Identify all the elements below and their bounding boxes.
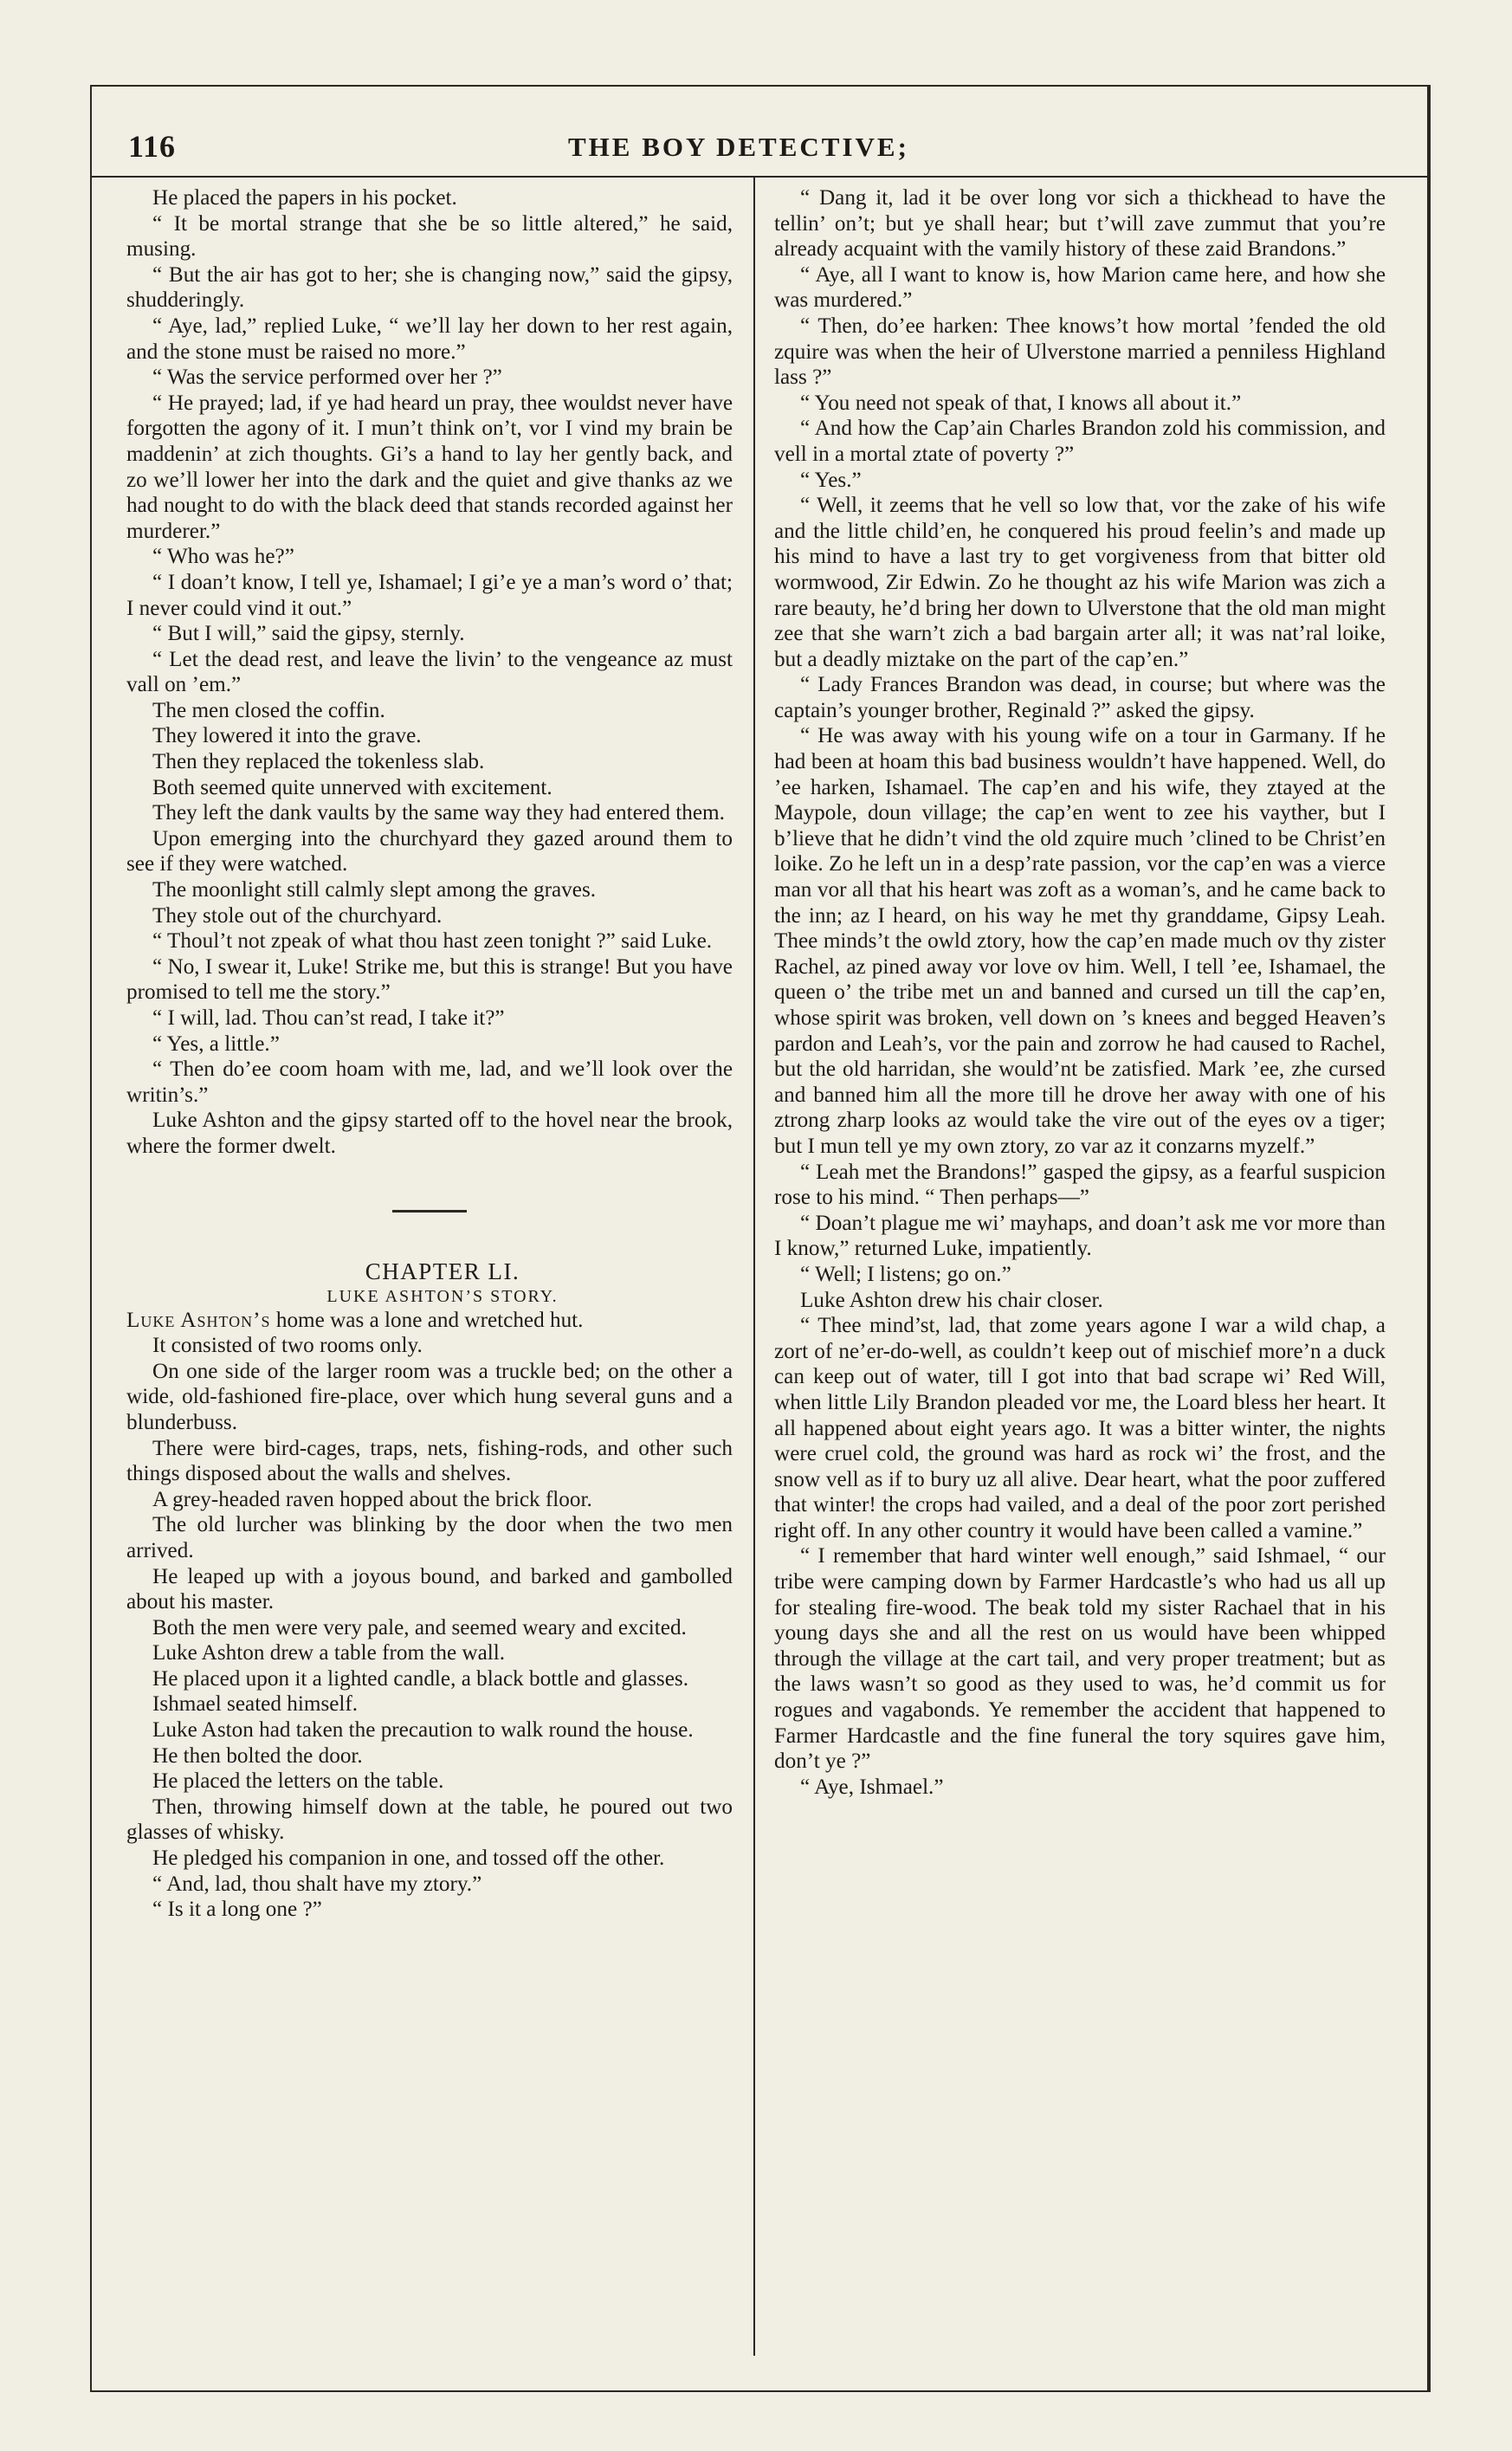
paragraph: “ He prayed; lad, if ye had heard un pray, thee wouldst never have forgotten the agony of it. I mun’t think on’t, vor I vind my brain be maddenin’ at zich thoughts. Gi’s a hand to lay her gently back, and zo we’ll lower her into the dark and the quiet and give thanks az we had nought to do with the black deed that stands recorded against her murderer.” bbox=[126, 391, 733, 543]
chapter-opening-text: home was a lone and wretched hut. bbox=[270, 1308, 584, 1332]
paragraph: “ Aye, all I want to know is, how Marion came here, and how she was murdered.” bbox=[774, 262, 1386, 313]
paragraph: There were bird-cages, traps, nets, fishing-rods, and other such things disposed about the walls and shelves. bbox=[126, 1436, 733, 1486]
page-number: 116 bbox=[128, 129, 177, 164]
paragraph: “ I doan’t know, I tell ye, Ishamael; I gi’e ye a man’s word o’ that; I never could vind it out.” bbox=[126, 570, 733, 620]
paragraph: “ No, I swear it, Luke! Strike me, but this is strange! But you have promised to tell me the story.” bbox=[126, 954, 733, 1005]
paragraph: He placed the letters on the table. bbox=[152, 1769, 444, 1794]
paragraph: Both seemed quite unnerved with excitement. bbox=[152, 775, 552, 799]
paragraph: “ Who was he?” bbox=[152, 545, 294, 569]
paragraph: “ Well, it zeems that he vell so low that, vor the zake of his wife and the little child’en, he conquered his proud feelin’s and made up his mind to have a last try to get vorgiveness from that bitter old wormwood, Zir Edwin. Zo he thought az his wife Marion was zich a rare beauty, he’d bring her down to Ulverstone that the old man might zee that she warn’t zich a bad bargain arter all; it was nat’ral loike, but a deadly miztake on the part of the cap’en.” bbox=[774, 494, 1386, 671]
paragraph: They left the dank vaults by the same way they had entered them. bbox=[152, 801, 725, 825]
paragraph: “ And, lad, thou shalt have my ztory.” bbox=[152, 1872, 482, 1896]
left-paragraphs-before-chapter bbox=[126, 185, 733, 1160]
right-column bbox=[774, 185, 1386, 1800]
paragraph: “ Let the dead rest, and leave the livin’ to the vengeance az must vall on ’em.” bbox=[126, 647, 733, 697]
running-title: THE BOY DETECTIVE; bbox=[568, 132, 909, 162]
paragraph: “ Aye, lad,” replied Luke, “ we’ll lay her down to her rest again, and the stone must be raised no more.” bbox=[126, 314, 733, 364]
paragraph: “ Thee mind’st, lad, that zome years agone I war a wild chap, a zort of ne’er-do-well, as couldn’t keep out of mischief more’n a duck can keep out of water, till I got into that bad scrape wi’ Red Will, when little Lily Brandon pleaded vor me, the Loard bless her heart. It all happened about eight years ago. It was a bitter winter, the nights were cruel cold, the ground was hard as rock wi’ the frost, and the snow vell as if to bury uz all alive. Dear heart, what the poor zuffered that winter! the crops had vailed, and a deal of the poor zort perished right off. In any other country it would have been called a vamine.” bbox=[774, 1314, 1386, 1542]
paragraph: “ Aye, Ishmael.” bbox=[800, 1775, 944, 1799]
paragraph: “ Lady Frances Brandon was dead, in course; but where was the captain’s younger brother, Reginald ?” asked the gipsy. bbox=[774, 673, 1386, 722]
paragraph: “ I will, lad. Thou can’st read, I take it?” bbox=[152, 1006, 505, 1030]
paragraph: The old lurcher was blinking by the door when the two men arrived. bbox=[126, 1513, 733, 1562]
paragraph: “ Dang it, lad it be over long vor sich a thickhead to have the tellin’ on’t; but ye shall hear; but t’will zave zummut that you’re already acquaint with the vamily history of these zaid Brandons.” bbox=[774, 186, 1386, 262]
paragraph: “ He was away with his young wife on a tour in Garmany. If he had been at hoam this bad business wouldn’t have happened. Well, do ’ee harken, Ishamael. The cap’en and his wife, they ztayed at the Maypole, doun village; the cap’en went to zee his vayther, but I b’lieve that he didn’t vind the old zquire much ’clined to be Christ’en loike. Zo he left un in a desp’rate passion, vor the cap’en was a vierce man vor all that his heart was zoft as a woman’s, and he came back to the inn; az I heard, on his way he met thy granddame, Gipsy Leah. Thee minds’t the owld ztory, how the cap’en made much ov thy zister Rachel, az pined away vor love ov him. Well, I tell ’ee, Ishamael, the queen o’ the tribe met un and banned and cursed un till the cap’en, whose spirit was broken, vell down on ’s knees and begged Heaven’s pardon and Leah’s, vor the pain and zorrow he had caused to Rachel, but the old harridan, she would’nt be zatisfied. Mark ’ee, zhe cursed and banned him all the more till he drove her away with one of his ztrong zharp looks az would take the vire out of the eyes ov a tiger; but I mun tell ye my own ztory, zo var az it conzarns myzelf.” bbox=[774, 724, 1386, 1158]
paragraph: On one side of the larger room was a truckle bed; on the other a wide, old-fashioned fire-place, over which hung several guns and a blunderbuss. bbox=[126, 1359, 733, 1434]
paragraph: “ But I will,” said the gipsy, sternly. bbox=[152, 622, 465, 646]
paragraph: “ Then do’ee coom hoam with me, lad, and we’ll look over the writin’s.” bbox=[126, 1057, 733, 1107]
paragraph: He leaped up with a joyous bound, and barked and gambolled about his master. bbox=[126, 1564, 733, 1614]
paragraph: He then bolted the door. bbox=[152, 1743, 363, 1768]
paragraph: Then they replaced the tokenless slab. bbox=[152, 750, 485, 774]
paragraph: They stole out of the churchyard. bbox=[152, 903, 443, 928]
paragraph: “ Yes, a little.” bbox=[152, 1031, 280, 1056]
paragraph: “ It be mortal strange that she be so little altered,” he said, musing. bbox=[126, 211, 733, 262]
header-rule bbox=[92, 176, 1431, 178]
paragraph: “ But the air has got to her; she is changing now,” said the gipsy, shudderingly. bbox=[126, 262, 733, 313]
paragraph: “ You need not speak of that, I knows all about it.” bbox=[800, 391, 1242, 415]
paragraph: “ Doan’t plague me wi’ mayhaps, and doan’t ask me vor more than I know,” returned Luke, impatiently. bbox=[774, 1211, 1386, 1261]
paragraph: “ Was the service performed over her ?” bbox=[152, 365, 502, 390]
paragraph: “ I remember that hard winter well enough,” said Ishmael, “ our tribe were camping down by Farmer Hardcastle’s who had us all up for stealing fire-wood. The beak told my sister Rachael that in his young days she and all the rest on us would have been whipped through the village at the cart tail, and very proper treatment; but as the laws wasn’t so good as they used to was, he’d commit us for rogues and vagabonds. Ye remember the accident that happened to Farmer Hardcastle and the fine funeral the tory squires gave him, don’t ye ?” bbox=[774, 1544, 1386, 1774]
section-break-rule bbox=[392, 1210, 467, 1213]
paragraph: Ishmael seated himself. bbox=[152, 1692, 359, 1717]
paragraph: Luke Ashton drew a table from the wall. bbox=[152, 1641, 506, 1665]
right-paragraphs bbox=[774, 185, 1386, 1800]
paragraph: The men closed the coffin. bbox=[152, 698, 385, 722]
paragraph: “ Is it a long one ?” bbox=[152, 1898, 322, 1922]
paragraph: He placed the papers in his pocket. bbox=[152, 186, 457, 210]
paragraph: “ And how the Cap’ain Charles Brandon zold his commission, and vell in a mortal ztate of poverty ?” bbox=[774, 417, 1386, 466]
paragraph: The moonlight still calmly slept among the graves. bbox=[152, 878, 597, 902]
paragraph: Luke Aston had taken the precaution to walk round the house. bbox=[152, 1718, 694, 1743]
paragraph: Luke Ashton drew his chair closer. bbox=[800, 1288, 1103, 1312]
paragraph: A grey-headed raven hopped about the brick floor. bbox=[152, 1487, 592, 1511]
paragraph: “ Leah met the Brandons!” gasped the gipsy, as a fearful suspicion rose to his mind. “ Then perhaps—” bbox=[774, 1160, 1386, 1210]
paragraph: “ Thoul’t not zpeak of what thou hast zeen tonight ?” said Luke. bbox=[152, 929, 713, 954]
paragraph: Both the men were very pale, and seemed weary and excited. bbox=[152, 1615, 687, 1639]
paragraph: “ Then, do’ee harken: Thee knows’t how mortal ’fended the old zquire was when the heir of Ulverstone married a penniless Highland lass ?” bbox=[774, 314, 1386, 390]
paragraph: Then, throwing himself down at the table, he poured out two glasses of whisky. bbox=[126, 1795, 733, 1845]
chapter-opening-name: Luke Ashton’s bbox=[126, 1308, 271, 1332]
paragraph: “ Yes.” bbox=[800, 468, 862, 492]
paragraph: They lowered it into the grave. bbox=[152, 724, 422, 748]
left-paragraphs-after-chapter bbox=[126, 1333, 733, 1923]
chapter-opening-paragraph bbox=[126, 1308, 733, 1334]
paragraph: Upon emerging into the churchyard they gazed around them to see if they were watched. bbox=[126, 826, 733, 876]
paragraph: Luke Ashton and the gipsy started off to the hovel near the brook, where the former dwelt. bbox=[126, 1109, 733, 1158]
paragraph: It consisted of two rooms only. bbox=[152, 1334, 423, 1358]
left-column bbox=[126, 185, 733, 1923]
chapter-subtitle: LUKE ASHTON’S STORY. bbox=[326, 1286, 559, 1306]
page-header bbox=[128, 128, 1418, 166]
column-divider bbox=[753, 178, 755, 2356]
paragraph: He placed upon it a lighted candle, a black bottle and glasses. bbox=[152, 1666, 688, 1691]
paragraph: He pledged his companion in one, and tossed off the other. bbox=[152, 1846, 665, 1871]
paragraph: “ Well; I listens; go on.” bbox=[800, 1262, 1011, 1286]
chapter-title: CHAPTER LI. bbox=[365, 1258, 520, 1284]
